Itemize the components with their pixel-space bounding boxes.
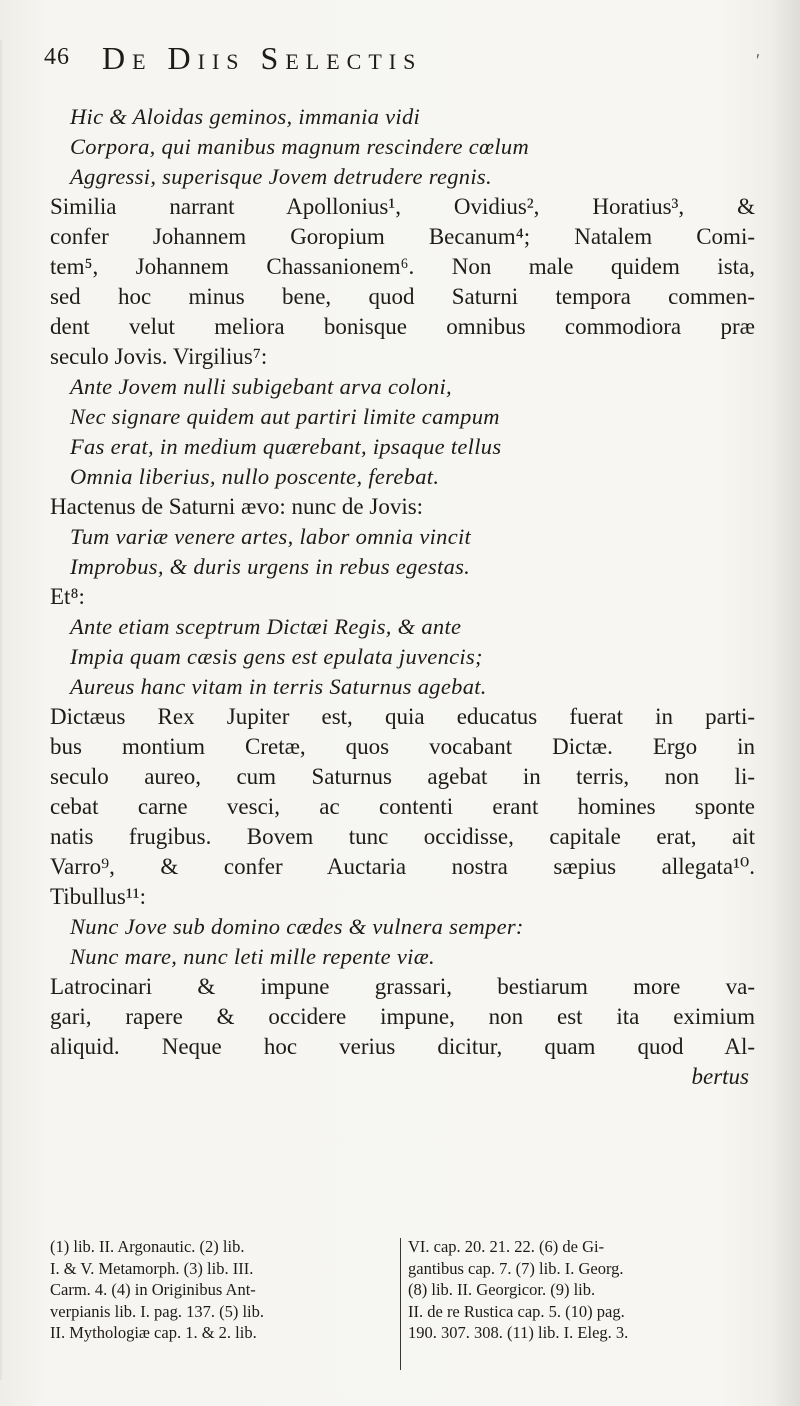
verse-line: Improbus, & duris urgens in rebus egestas. <box>70 554 471 579</box>
footnote-line: (1) lib. II. Argonautic. (2) lib. <box>50 1237 245 1256</box>
footnote-line: II. Mythologiæ cap. 1. & 2. lib. <box>50 1323 257 1342</box>
verse-line: Aureus hanc vitam in terris Saturnus agebat. <box>70 674 487 699</box>
page-edge-shadow <box>770 0 800 1406</box>
verse-line: Aggressi, superisque Jovem detrudere regnis. <box>70 164 492 189</box>
text-line: dent velut meliora bonisque omnibus commodiora præ <box>50 314 755 339</box>
text-line: tem⁵, Johannem Chassanionem⁶. Non male quidem ista, <box>50 254 755 279</box>
footnote-line: verpianis lib. I. pag. 137. (5) lib. <box>50 1301 265 1321</box>
footnote-line: 190. 307. 308. (11) lib. I. Eleg. 3. <box>408 1323 629 1342</box>
text-line: Dictæus Rex Jupiter est, quia educatus fuerat in parti- <box>50 704 755 729</box>
main-text <box>50 102 755 1092</box>
running-title: De Diis Selectis <box>102 40 423 76</box>
text-line: aliquid. Neque hoc verius dicitur, quam quod Al- <box>50 1034 755 1059</box>
text-line: Latrocinari & impune grassari, bestiarum more va- <box>50 974 755 999</box>
verse-line: Ante etiam sceptrum Dictæi Regis, & ante <box>70 614 462 639</box>
footnote-line: II. de re Rustica cap. 5. (10) pag. <box>408 1301 625 1321</box>
verse-line: Tum variæ venere artes, labor omnia vincit <box>70 524 472 549</box>
verse-line: Nunc mare, nunc leti mille repente viæ. <box>70 944 435 969</box>
text-line: gari, rapere & occidere impune, non est ita eximium <box>50 1004 755 1029</box>
page-gutter <box>0 40 2 1380</box>
footnotes-right-column <box>408 1236 755 1376</box>
text-line: Similia narrant Apollonius¹, Ovidius², Horatius³, & <box>50 194 755 219</box>
footnote-line: I. & V. Metamorph. (3) lib. III. <box>50 1258 254 1278</box>
verse-line: Nunc Jove sub domino cædes & vulnera semper: <box>70 914 524 939</box>
verse-line: Impia quam cæsis gens est epulata juvencis; <box>70 644 483 669</box>
verse-line: Corpora, qui manibus magnum rescindere cœlum <box>70 134 530 159</box>
footnote-line: Carm. 4. (4) in Originibus Ant- <box>50 1280 256 1299</box>
text-line: cebat carne vesci, ac contenti erant homines sponte <box>50 794 755 819</box>
footnotes <box>50 1236 755 1376</box>
header-ornament-icon: ʹ <box>756 50 760 70</box>
text-line: natis frugibus. Bovem tunc occidisse, capitale erat, ait <box>50 824 755 849</box>
verse-line: Omnia liberius, nullo poscente, ferebat. <box>70 464 440 489</box>
verse-line: Ante Jovem nulli subigebant arva coloni, <box>70 374 452 399</box>
page-number: 46 <box>44 44 70 70</box>
footnotes-left-column <box>50 1236 395 1376</box>
footnote-column-divider <box>400 1238 401 1370</box>
footnote-line: (8) lib. II. Georgicor. (9) lib. <box>408 1280 596 1299</box>
text-line: sed hoc minus bene, quod Saturni tempora commen- <box>50 284 755 309</box>
footnote-line: VI. cap. 20. 21. 22. (6) de Gi- <box>408 1237 605 1256</box>
verse-line: Fas erat, in medium quærebant, ipsaque tellus <box>70 434 502 459</box>
text-line: Varro⁹, & confer Auctaria nostra sæpius allegata¹⁰. <box>50 854 755 879</box>
text-line: bus montium Cretæ, quos vocabant Dictæ. Ergo in <box>50 734 755 759</box>
text-line: confer Johannem Goropium Becanum⁴; Natalem Comi- <box>50 224 755 249</box>
verse-line: Hic & Aloidas geminos, immania vidi <box>70 104 421 129</box>
verse-line: Nec signare quidem aut partiri limite campum <box>70 404 500 429</box>
text-line: Hactenus de Saturni ævo: nunc de Jovis: <box>50 494 424 519</box>
page-header <box>44 40 760 90</box>
text-line: Et⁸: <box>50 584 85 609</box>
text-line: bertus <box>691 1064 749 1089</box>
footnote-line: gantibus cap. 7. (7) lib. I. Georg. <box>408 1258 624 1278</box>
text-line: Tibullus¹¹: <box>50 884 147 909</box>
text-line: seculo aureo, cum Saturnus agebat in terris, non li- <box>50 764 755 789</box>
text-line: seculo Jovis. Virgilius⁷: <box>50 344 268 369</box>
